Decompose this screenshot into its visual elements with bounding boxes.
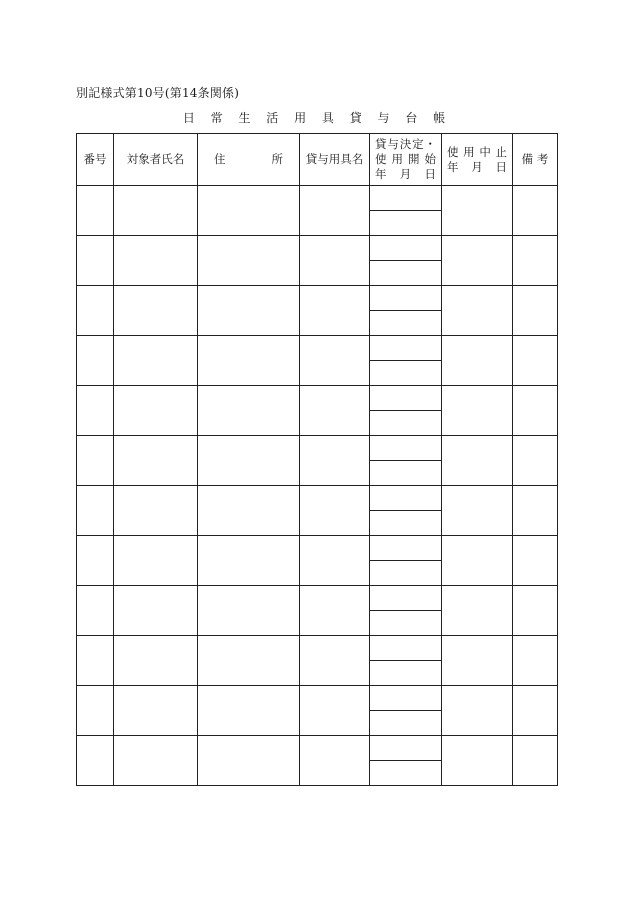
stop-date-cell[interactable] bbox=[442, 186, 513, 236]
header-start-ymd bbox=[375, 167, 436, 182]
start-date-cell[interactable] bbox=[370, 311, 442, 336]
stop-date-cell[interactable] bbox=[442, 636, 513, 686]
remarks-cell[interactable] bbox=[513, 586, 558, 636]
remarks-cell[interactable] bbox=[513, 486, 558, 536]
header-number: 番号 bbox=[77, 134, 114, 186]
address-cell[interactable] bbox=[198, 486, 300, 536]
remarks-cell[interactable] bbox=[513, 286, 558, 336]
decision-date-cell[interactable] bbox=[370, 536, 442, 561]
decision-date-cell[interactable] bbox=[370, 486, 442, 511]
start-date-cell[interactable] bbox=[370, 761, 442, 786]
number-cell[interactable] bbox=[77, 336, 114, 386]
item-cell[interactable] bbox=[300, 186, 370, 236]
decision-date-cell[interactable] bbox=[370, 186, 442, 211]
address-cell[interactable] bbox=[198, 436, 300, 486]
name-cell[interactable] bbox=[114, 336, 198, 386]
decision-date-cell[interactable] bbox=[370, 586, 442, 611]
stop-date-cell[interactable] bbox=[442, 286, 513, 336]
ledger-entry-row bbox=[77, 686, 558, 711]
ledger-title: 日 常 生 活 用 具 貸 与 台 帳 bbox=[182, 111, 452, 125]
start-date-cell[interactable] bbox=[370, 611, 442, 636]
stop-date-cell[interactable] bbox=[442, 736, 513, 786]
number-cell[interactable] bbox=[77, 486, 114, 536]
start-date-cell[interactable] bbox=[370, 661, 442, 686]
ledger-entry-row bbox=[77, 186, 558, 211]
stop-date-cell[interactable] bbox=[442, 486, 513, 536]
item-cell[interactable] bbox=[300, 386, 370, 436]
number-cell[interactable] bbox=[77, 436, 114, 486]
decision-date-cell[interactable] bbox=[370, 336, 442, 361]
number-cell[interactable] bbox=[77, 386, 114, 436]
name-cell[interactable] bbox=[114, 736, 198, 786]
number-cell[interactable] bbox=[77, 186, 114, 236]
start-date-cell[interactable] bbox=[370, 711, 442, 736]
header-remarks: 備 考 bbox=[513, 134, 558, 186]
stop-date-cell[interactable] bbox=[442, 236, 513, 286]
remarks-cell[interactable] bbox=[513, 686, 558, 736]
header-address-right: 所 bbox=[271, 152, 283, 166]
address-cell[interactable] bbox=[198, 186, 300, 236]
number-cell[interactable] bbox=[77, 536, 114, 586]
header-stop-line1: 使 用 中 止 bbox=[447, 144, 507, 159]
form-number-label: 別記様式第10号(第14条関係) bbox=[76, 86, 240, 100]
address-cell[interactable] bbox=[198, 536, 300, 586]
name-cell[interactable] bbox=[114, 586, 198, 636]
decision-date-cell[interactable] bbox=[370, 686, 442, 711]
header-address bbox=[198, 134, 300, 186]
ledger-entry-row bbox=[77, 736, 558, 761]
remarks-cell[interactable] bbox=[513, 386, 558, 436]
decision-date-cell[interactable] bbox=[370, 386, 442, 411]
stop-date-cell[interactable] bbox=[442, 536, 513, 586]
item-cell[interactable] bbox=[300, 436, 370, 486]
ledger-entry-row bbox=[77, 536, 558, 561]
header-start-date bbox=[370, 134, 442, 186]
item-cell[interactable] bbox=[300, 586, 370, 636]
number-cell[interactable] bbox=[77, 736, 114, 786]
name-cell[interactable] bbox=[114, 236, 198, 286]
remarks-cell[interactable] bbox=[513, 636, 558, 686]
header-stop-day: 日 bbox=[495, 159, 507, 174]
start-date-cell[interactable] bbox=[370, 361, 442, 386]
address-cell[interactable] bbox=[198, 236, 300, 286]
header-address-left: 住 bbox=[214, 152, 226, 166]
decision-date-cell[interactable] bbox=[370, 636, 442, 661]
item-cell[interactable] bbox=[300, 336, 370, 386]
address-cell[interactable] bbox=[198, 586, 300, 636]
item-cell[interactable] bbox=[300, 736, 370, 786]
name-cell[interactable] bbox=[114, 486, 198, 536]
number-cell[interactable] bbox=[77, 236, 114, 286]
ledger-entry-row bbox=[77, 286, 558, 311]
name-cell[interactable] bbox=[114, 286, 198, 336]
item-cell[interactable] bbox=[300, 686, 370, 736]
remarks-cell[interactable] bbox=[513, 436, 558, 486]
header-stop-date bbox=[442, 134, 513, 186]
stop-date-cell[interactable] bbox=[442, 336, 513, 386]
header-start-month: 月 bbox=[399, 167, 412, 181]
name-cell[interactable] bbox=[114, 186, 198, 236]
item-cell[interactable] bbox=[300, 636, 370, 686]
start-date-cell[interactable] bbox=[370, 511, 442, 536]
header-start-line1: 貸与決定・ bbox=[375, 137, 436, 151]
decision-date-cell[interactable] bbox=[370, 286, 442, 311]
stop-date-cell[interactable] bbox=[442, 436, 513, 486]
number-cell[interactable] bbox=[77, 636, 114, 686]
ledger-entry-row bbox=[77, 436, 558, 461]
remarks-cell[interactable] bbox=[513, 236, 558, 286]
ledger-entry-row bbox=[77, 236, 558, 261]
header-stop-ymd bbox=[447, 160, 507, 175]
ledger-entry-row bbox=[77, 486, 558, 511]
header-item: 貸与用具名 bbox=[300, 134, 370, 186]
name-cell[interactable] bbox=[114, 636, 198, 686]
header-stop-year: 年 bbox=[447, 159, 459, 174]
address-cell[interactable] bbox=[198, 286, 300, 336]
remarks-cell[interactable] bbox=[513, 536, 558, 586]
number-cell[interactable] bbox=[77, 586, 114, 636]
header-start-day: 日 bbox=[424, 167, 436, 181]
ledger-body bbox=[77, 186, 558, 786]
start-date-cell[interactable] bbox=[370, 261, 442, 286]
remarks-cell[interactable] bbox=[513, 336, 558, 386]
remarks-cell[interactable] bbox=[513, 736, 558, 786]
start-date-cell[interactable] bbox=[370, 461, 442, 486]
start-date-cell[interactable] bbox=[370, 561, 442, 586]
name-cell[interactable] bbox=[114, 386, 198, 436]
item-cell[interactable] bbox=[300, 486, 370, 536]
name-cell[interactable] bbox=[114, 686, 198, 736]
header-stop-month: 月 bbox=[471, 159, 483, 174]
start-date-cell[interactable] bbox=[370, 211, 442, 236]
header-row bbox=[77, 134, 558, 186]
header-start-line2: 使 用 開 始 bbox=[375, 152, 436, 166]
decision-date-cell[interactable] bbox=[370, 436, 442, 461]
ledger-entry-row bbox=[77, 586, 558, 611]
header-start-year: 年 bbox=[375, 167, 387, 181]
ledger-entry-row bbox=[77, 386, 558, 411]
stop-date-cell[interactable] bbox=[442, 386, 513, 436]
ledger-table bbox=[76, 133, 558, 786]
decision-date-cell[interactable] bbox=[370, 236, 442, 261]
name-cell[interactable] bbox=[114, 436, 198, 486]
address-cell[interactable] bbox=[198, 386, 300, 436]
item-cell[interactable] bbox=[300, 536, 370, 586]
address-cell[interactable] bbox=[198, 336, 300, 386]
stop-date-cell[interactable] bbox=[442, 586, 513, 636]
address-cell[interactable] bbox=[198, 686, 300, 736]
item-cell[interactable] bbox=[300, 236, 370, 286]
address-cell[interactable] bbox=[198, 636, 300, 686]
item-cell[interactable] bbox=[300, 286, 370, 336]
ledger-entry-row bbox=[77, 336, 558, 361]
remarks-cell[interactable] bbox=[513, 186, 558, 236]
number-cell[interactable] bbox=[77, 686, 114, 736]
number-cell[interactable] bbox=[77, 286, 114, 336]
start-date-cell[interactable] bbox=[370, 411, 442, 436]
address-cell[interactable] bbox=[198, 736, 300, 786]
decision-date-cell[interactable] bbox=[370, 736, 442, 761]
stop-date-cell[interactable] bbox=[442, 686, 513, 736]
header-name: 対象者氏名 bbox=[114, 134, 198, 186]
ledger-entry-row bbox=[77, 636, 558, 661]
name-cell[interactable] bbox=[114, 536, 198, 586]
